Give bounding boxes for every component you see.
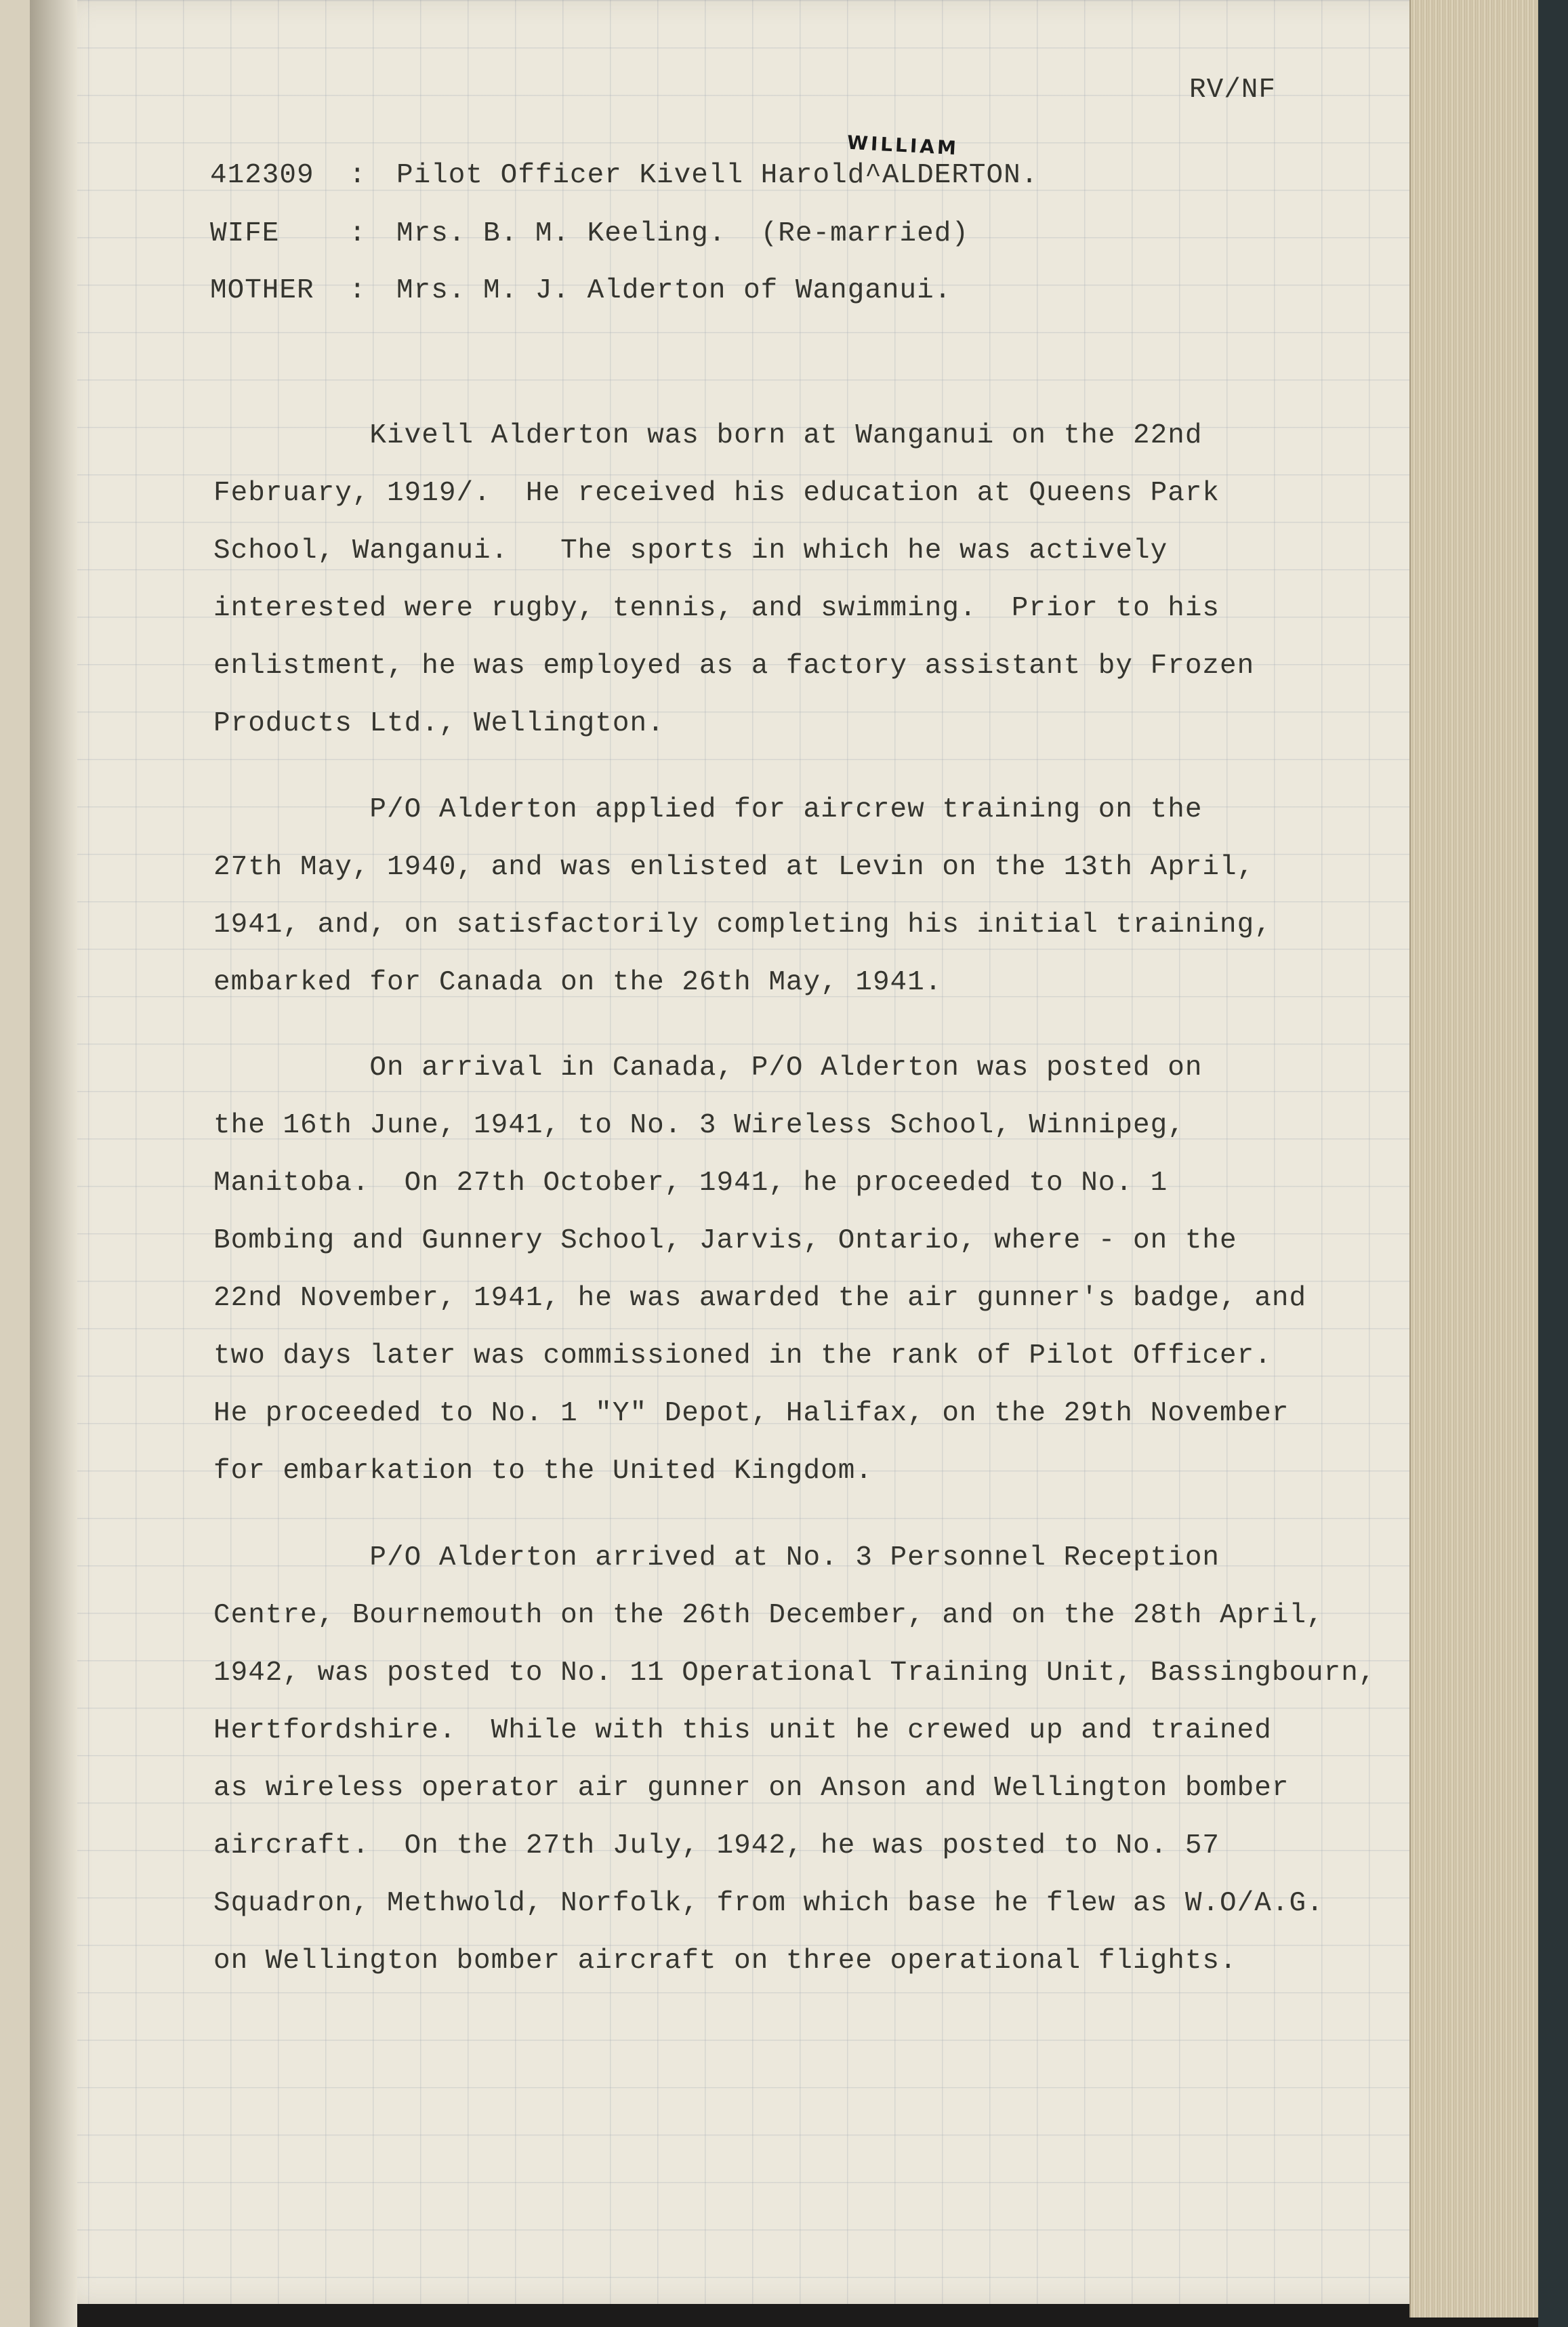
body-line: Hertfordshire. While with this unit he crewed up and trained [213,1715,1272,1746]
body-line: P/O Alderton applied for aircrew training on the [213,794,1203,825]
body-line: February, 1919/. He received his education at Queens Park [213,478,1220,509]
body-line: He proceeded to No. 1 "Y" Depot, Halifax, on the 29th November [213,1398,1290,1429]
body-line: Manitoba. On 27th October, 1941, he proceeded to No. 1 [213,1168,1168,1199]
separator: : [349,160,367,191]
body-line: embarked for Canada on the 26th May, 1941. [213,967,943,998]
body-line: On arrival in Canada, P/O Alderton was posted on [213,1052,1203,1084]
wife-label: WIFE [210,218,280,249]
service-number-label: 412309 [210,160,314,191]
book-left-edge [0,0,32,2327]
book-cover-edge [1538,0,1568,2327]
mother-value: Mrs. M. J. Alderton of Wanganui. [396,275,952,306]
body-line: Centre, Bournemouth on the 26th December, and on the 28th April, [213,1600,1324,1631]
body-line: 1941, and, on satisfactorily completing his initial training, [213,909,1272,941]
body-line: 1942, was posted to No. 11 Operational Training Unit, Bassingbourn, [213,1657,1376,1689]
body-line: two days later was commissioned in the rank of Pilot Officer. [213,1340,1272,1372]
body-line: Products Ltd., Wellington. [213,708,665,739]
body-line: 22nd November, 1941, he was awarded the air gunner's badge, and [213,1283,1307,1314]
mother-label: MOTHER [210,275,314,306]
handwritten-insert: WILLIAM [846,131,960,160]
body-line: 27th May, 1940, and was enlisted at Levin on the 13th April, [213,852,1255,883]
body-line: Squadron, Methwold, Norfolk, from which base he flew as W.O/A.G. [213,1888,1324,1919]
wife-value: Mrs. B. M. Keeling. (Re-married) [396,218,969,249]
body-line: Bombing and Gunnery School, Jarvis, Ontario, where - on the [213,1225,1237,1256]
reference-code: RV/NF [1189,75,1277,106]
separator: : [349,275,367,306]
book-page-edges [1409,0,1540,2318]
body-line: the 16th June, 1941, to No. 3 Wireless School, Winnipeg, [213,1110,1185,1141]
body-line: for embarkation to the United Kingdom. [213,1456,873,1487]
body-line: aircraft. On the 27th July, 1942, he was posted to No. 57 [213,1830,1220,1861]
body-line: interested were rugby, tennis, and swimming. Prior to his [213,593,1220,624]
separator: : [349,218,367,249]
body-line: as wireless operator air gunner on Anson and Wellington bomber [213,1773,1290,1804]
page-gutter-shadow [30,0,77,2327]
airman-name: Pilot Officer Kivell Harold^ALDERTON. [396,160,1039,191]
body-line: enlistment, he was employed as a factory assistant by Frozen [213,651,1255,682]
body-line: on Wellington bomber aircraft on three operational flights. [213,1945,1237,1977]
body-line: P/O Alderton arrived at No. 3 Personnel Reception [213,1542,1220,1573]
body-line: Kivell Alderton was born at Wanganui on the 22nd [213,420,1203,451]
body-line: School, Wanganui. The sports in which he was actively [213,535,1168,567]
